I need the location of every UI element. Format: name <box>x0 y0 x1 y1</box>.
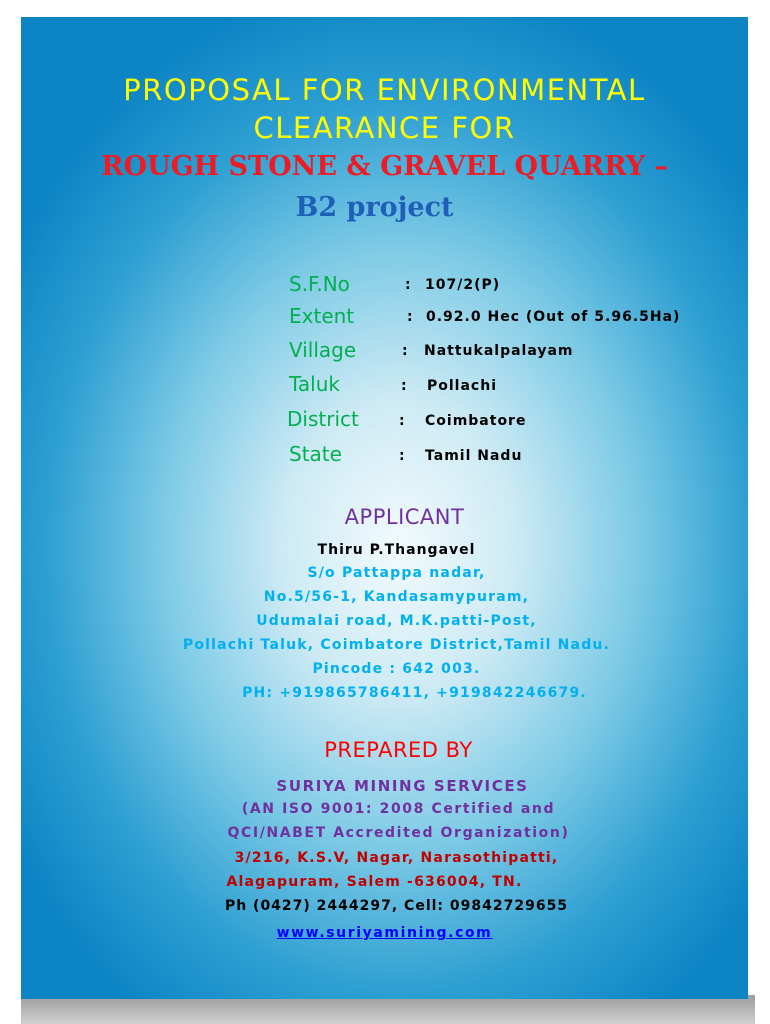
colon-village: : <box>402 343 408 359</box>
title-line-1: PROPOSAL FOR ENVIRONMENTAL <box>123 73 646 107</box>
applicant-line-4: Pollachi Taluk, Coimbatore District,Tamil Nadu. <box>182 637 611 653</box>
title-line-2: CLEARANCE FOR <box>253 111 516 145</box>
label-village: Village <box>289 338 357 362</box>
colon-district: : <box>399 413 405 429</box>
colon-sf-no: : <box>405 277 411 293</box>
applicant-pincode: Pincode : 642 003. <box>312 661 481 677</box>
applicant-line-3: Udumalai road, M.K.patti-Post, <box>256 613 537 629</box>
applicant-name: Thiru P.Thangavel <box>317 542 476 558</box>
prepared-by-heading: PREPARED BY <box>324 738 473 762</box>
value-district: Coimbatore <box>425 413 527 429</box>
value-village: Nattukalpalayam <box>424 343 574 359</box>
prepared-by-address-1: 3/216, K.S.V, Nagar, Narasothipatti, <box>234 850 559 866</box>
label-sf-no: S.F.No <box>289 272 350 296</box>
colon-state: : <box>399 448 405 464</box>
applicant-phone: PH: +919865786411, +919842246679. <box>242 685 587 701</box>
label-extent: Extent <box>289 304 355 328</box>
colon-extent: : <box>407 309 413 325</box>
applicant-line-2: No.5/56-1, Kandasamypuram, <box>263 589 530 605</box>
prepared-by-org: SURIYA MINING SERVICES <box>276 777 529 795</box>
colon-taluk: : <box>401 378 407 394</box>
website-wrap <box>21 922 748 941</box>
label-state: State <box>289 442 342 466</box>
applicant-heading: APPLICANT <box>344 505 465 529</box>
prepared-by-cert-2: QCI/NABET Accredited Organization) <box>227 825 570 841</box>
label-district: District <box>287 407 359 431</box>
value-extent: 0.92.0 Hec (Out of 5.96.5Ha) <box>426 309 681 325</box>
prepared-by-phone: Ph (0427) 2444297, Cell: 09842729655 <box>224 898 569 914</box>
website-link[interactable]: www.suriyamining.com <box>276 925 493 941</box>
title-line-4: B2 project <box>295 192 454 223</box>
title-line-3: ROUGH STONE & GRAVEL QUARRY – <box>101 151 668 182</box>
value-taluk: Pollachi <box>427 378 497 394</box>
prepared-by-cert-1: (AN ISO 9001: 2008 Certified and <box>241 801 556 817</box>
label-taluk: Taluk <box>289 372 340 396</box>
applicant-line-1: S/o Pattappa nadar, <box>307 565 486 581</box>
cover-page <box>21 17 748 999</box>
prepared-by-address-2: Alagapuram, Salem -636004, TN. <box>226 874 523 890</box>
value-state: Tamil Nadu <box>425 448 523 464</box>
page-shadow <box>21 995 755 1024</box>
value-sf-no: 107/2(P) <box>425 277 501 293</box>
